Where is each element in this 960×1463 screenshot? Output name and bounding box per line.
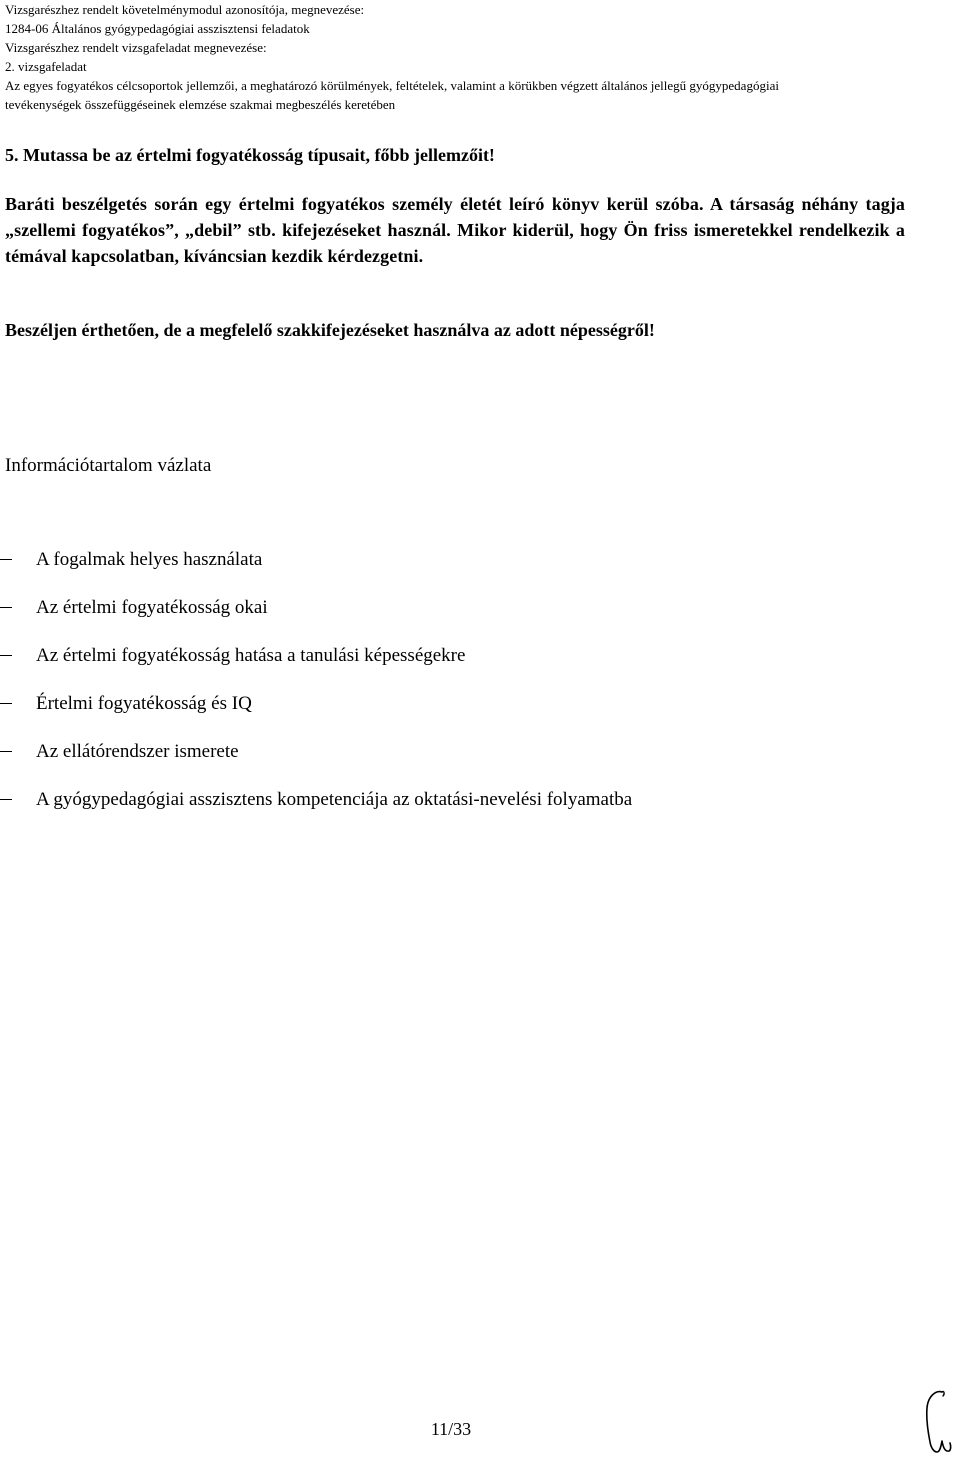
dash-bullet [0,703,12,704]
dash-bullet [0,799,12,800]
list-item [0,738,900,786]
list-item [0,642,900,690]
page-number: 11/33 [430,1419,472,1439]
module-label: Vizsgarészhez rendelt követelménymodul azonosítója, megnevezése: [5,2,365,17]
exam-task-description-cont: tevékenységek összefüggéseinek elemzése szakmai megbeszélés keretében [5,97,396,112]
dash-bullet [0,559,12,560]
exam-task-description: Az egyes fogyatékos célcsoportok jellemzői, a meghatározó körülmények, feltételek, valamint a körükben végzett általános jellegű gyógypedagógiai [5,78,779,93]
handwritten-signature [918,1386,954,1458]
document-header [5,0,950,114]
task-instruction: Beszéljen érthetően, de a megfelelő szakkifejezéseket használva az adott népességről! [5,320,655,340]
outline-heading: Információtartalom vázlata [5,455,212,476]
exam-task-label: Vizsgarészhez rendelt vizsgafeladat megnevezése: [5,40,267,55]
list-item-text: Az értelmi fogyatékosság hatása a tanulási képességekre [36,645,466,666]
list-item-text: A fogalmak helyes használata [36,549,263,570]
dash-bullet [0,655,12,656]
list-item [0,690,900,738]
list-item [0,594,900,642]
list-item-text: A gyógypedagógiai asszisztens kompetenciája az oktatási-nevelési folyamatba [36,789,633,810]
list-item-text: Az ellátórendszer ismerete [36,741,239,762]
exam-task-number: 2. vizsgafeladat [5,59,87,74]
outline-list [0,546,900,834]
list-item-text: Értelmi fogyatékosság és IQ [36,693,252,714]
list-item [0,546,900,594]
task-scenario: Baráti beszélgetés során egy értelmi fogyatékos személy életét leíró könyv kerül szóba. A társaság néhány tagja „szellemi fogyatékos”, „debil” stb. kifejezéseket használ. Mikor kiderül, hogy Ön friss ismeretekkel rendelkezik a témával kapcsolatban, kíváncsian kezdik kérdezgetni. [5,194,905,266]
dash-bullet [0,607,12,608]
module-name: 1284-06 Általános gyógypedagógiai asszisztensi feladatok [5,21,310,36]
list-item [0,786,900,834]
list-item-text: Az értelmi fogyatékosság okai [36,597,268,618]
dash-bullet [0,751,12,752]
task-title: 5. Mutassa be az értelmi fogyatékosság típusait, főbb jellemzőit! [5,145,495,165]
